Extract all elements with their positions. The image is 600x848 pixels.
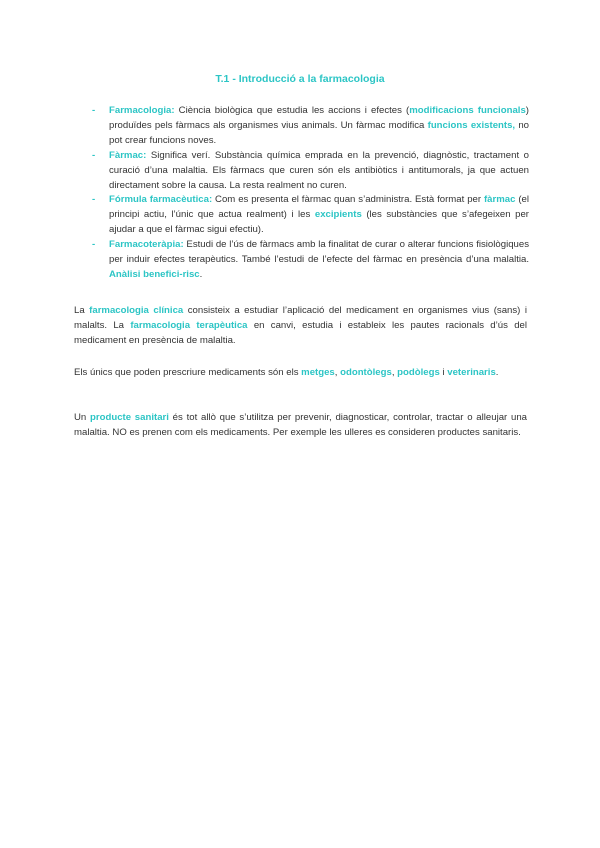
term-formula-farmaceutica: Fórmula farmacèutica — [109, 194, 209, 206]
definition-text: Significa verí. Substància química emprada en la prevenció, diagnòstic, tractament o curació d’una malaltia. Els fàrmacs que curen són els antibiòtics i antitumorals, ja que actuen directament sobre la causa. La resta realment no curen. — [109, 149, 529, 191]
definition-text: no pot crear funcions noves. — [109, 119, 529, 146]
term-separator: : — [208, 194, 213, 206]
page-title: T.1 - Introducció a la farmacologia — [215, 73, 385, 85]
paragraph-text: consisteix a estudiar l’aplicació del medicament en organismes vius (sans) i malalts. La — [74, 305, 528, 332]
paragraph-producte-sanitari — [74, 410, 527, 440]
highlight-analisi-benefici-risc: Anàlisi benefici-risc — [109, 268, 200, 280]
term-separator: : — [180, 239, 184, 251]
list-bullet: - — [92, 149, 96, 161]
paragraph-text: en canvi, estudia i estableix les pautes racionals d’ús del medicament en presència de malaltia. — [74, 320, 528, 347]
list-bullet: - — [92, 194, 96, 206]
paragraph-farmacologia-clinica — [74, 303, 527, 349]
highlight-veterinaris: veterinaris — [447, 367, 496, 378]
highlight-metges: metges — [301, 367, 335, 378]
paragraph-text: és tot allò que s’utilitza per prevenir, diagnosticar, controlar, tractar o alleujar una malaltia. NO es prenen com els medicaments. Per exemple les ulleres es consideren productes sanitaris. — [74, 412, 527, 439]
paragraph-text: . — [495, 367, 499, 378]
definition-text: (les substàncies que s’afegeixen per ajudar a que el fàrmac sigui efectiu). — [109, 209, 529, 236]
highlight-modificacions-funcionals: modificacions funcionals — [409, 105, 526, 116]
definition-text: Estudi de l’ús de fàrmacs amb la finalitat de curar o alterar funcions fisiològiques per induir efectes terapèutics. També l’estudi de l’efecte del fàrmac en presència d’una malaltia. — [109, 239, 529, 266]
highlight-producte-sanitari: producte sanitari — [90, 412, 169, 423]
definition-farmacologia — [92, 104, 529, 149]
highlight-funcions-existents: funcions existents, — [427, 119, 516, 131]
term-farmacoterapia: Farmacoteràpia — [109, 239, 181, 251]
term-separator: : — [143, 149, 147, 161]
paragraph-prescriptors — [74, 365, 527, 380]
list-bullet: - — [92, 239, 96, 251]
definition-farmac — [92, 149, 529, 194]
definition-text: . — [199, 268, 203, 280]
highlight-farmacologia-clinica: farmacologia clínica — [89, 305, 184, 316]
definition-text: Com es presenta el fàrmac quan s’administra. Està format per — [212, 194, 484, 206]
paragraph-text: Els únics que poden prescriure medicaments són els — [74, 367, 302, 378]
paragraph-text: Un — [74, 412, 91, 423]
paragraph-text: , — [334, 367, 341, 378]
highlight-odontolegs: odontòlegs — [340, 367, 392, 378]
list-bullet: - — [92, 105, 96, 116]
term-farmac: Fàrmac — [109, 149, 144, 161]
definition-formula-farmaceutica — [92, 193, 529, 238]
definition-text: ) produïdes pels fàrmacs als organismes vius animals. Un fàrmac modifica — [109, 105, 529, 131]
definition-farmacoterapia — [92, 238, 529, 283]
paragraph-text: i — [439, 367, 448, 378]
paragraph-text: , — [391, 367, 398, 378]
highlight-excipients: excipients — [314, 209, 362, 221]
term-separator: : — [171, 105, 175, 116]
highlight-podolegs: podòlegs — [397, 367, 440, 378]
term-farmacologia: Farmacologia — [109, 105, 172, 116]
definition-text: Ciència biològica que estudia les accions i efectes ( — [174, 105, 410, 116]
paragraph-text: La — [74, 305, 90, 316]
definition-text: (el principi actiu, l’únic que actua realment) i les — [109, 194, 529, 221]
highlight-farmacologia-terapeutica: farmacologia terapèutica — [130, 320, 248, 332]
definition-list — [92, 104, 529, 283]
highlight-farmac: fàrmac — [483, 194, 516, 206]
